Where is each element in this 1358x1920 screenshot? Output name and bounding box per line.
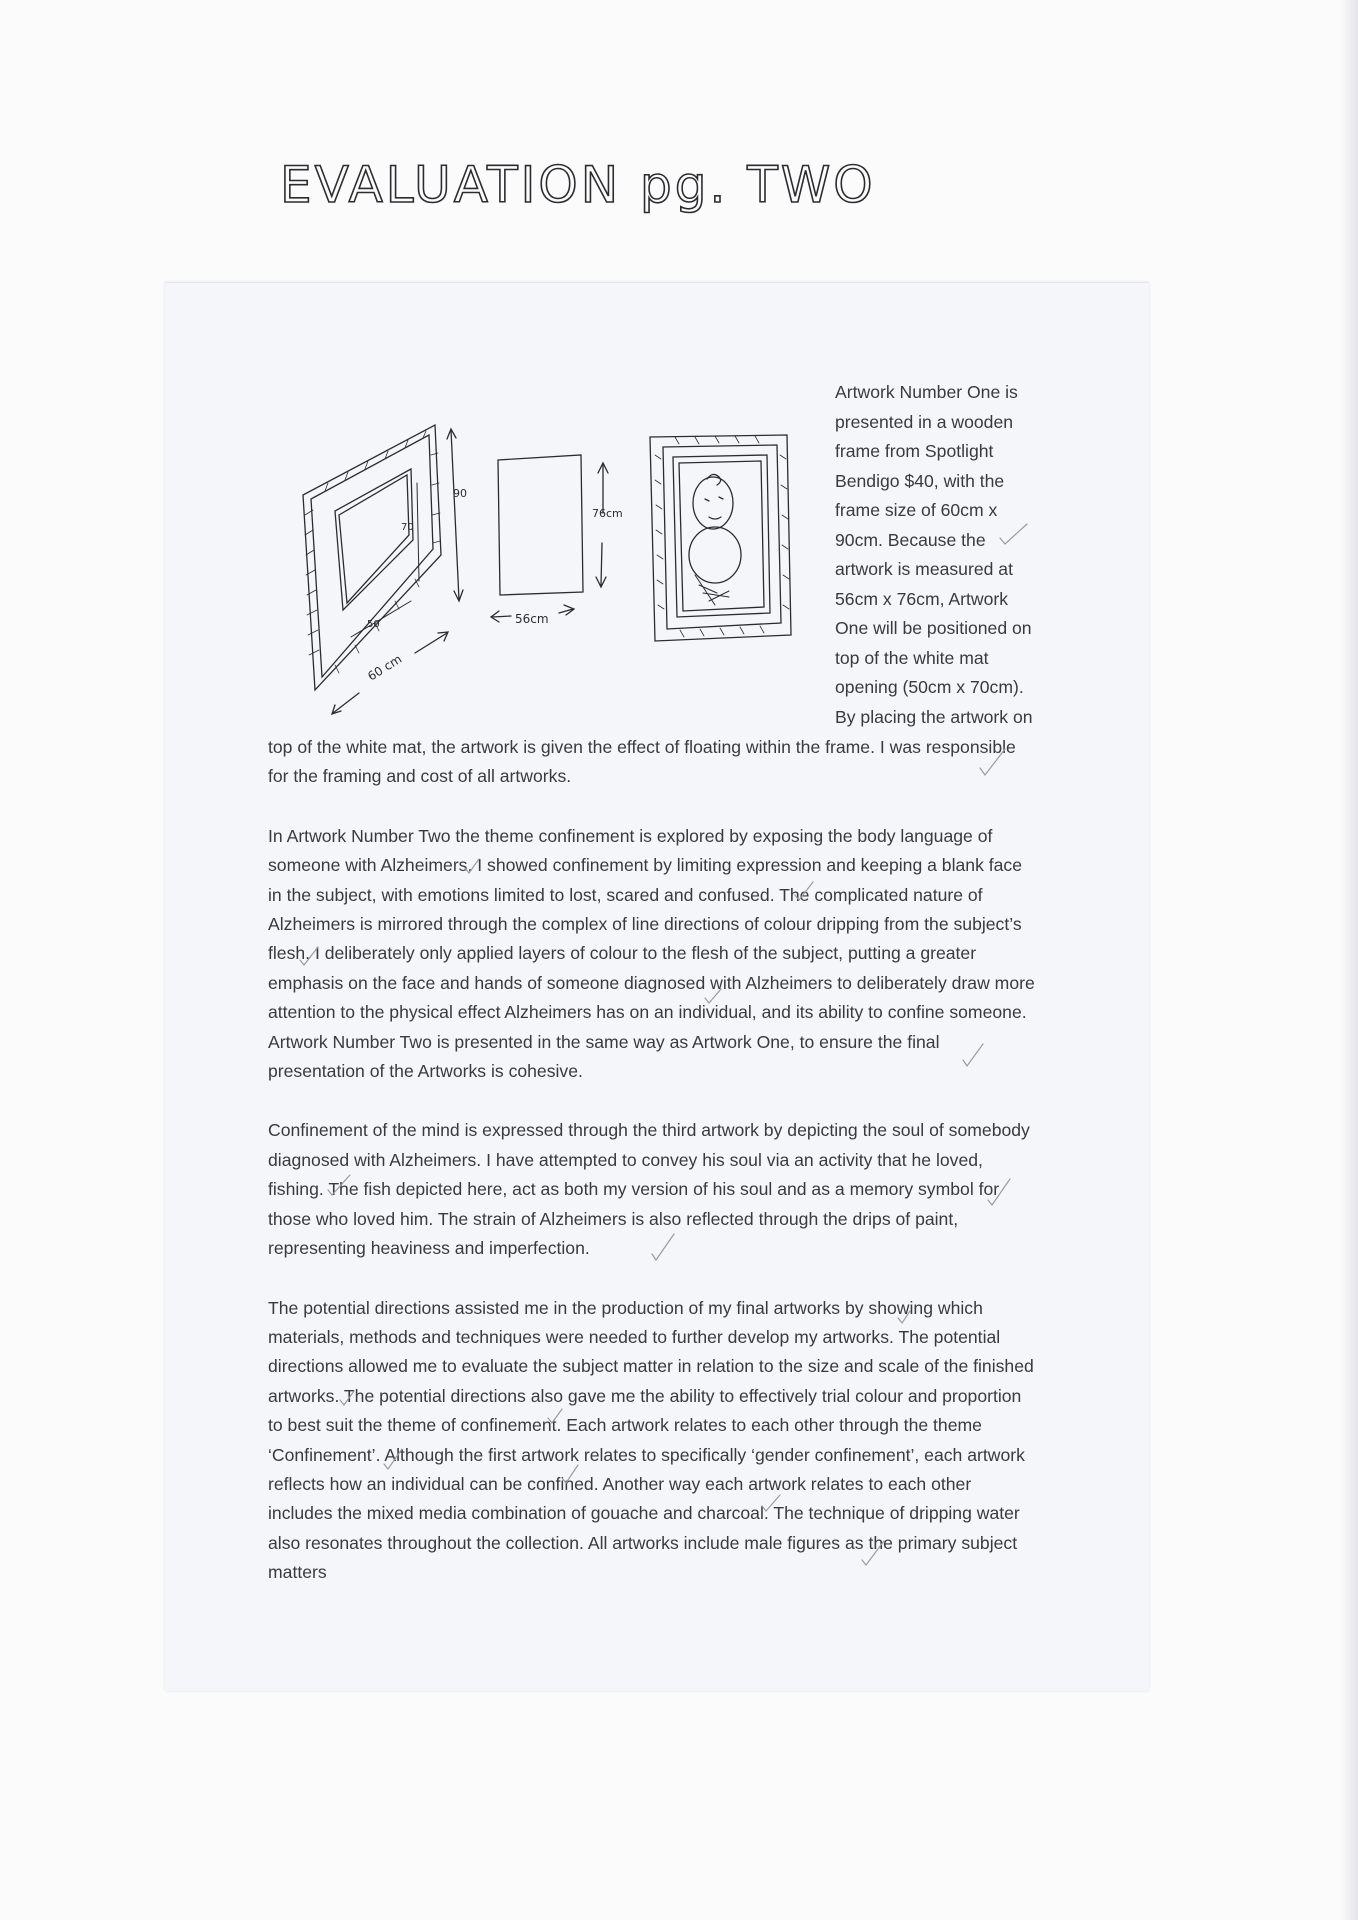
dim-art-height-label: 76cm — [592, 507, 623, 520]
body-text — [268, 733, 1088, 1618]
text-line: to best suit the theme of confinement. Each artwork relates to each other through the theme — [268, 1415, 982, 1436]
intro-line: By placing the artwork on — [835, 706, 1033, 727]
intro-line: presented in a wooden — [835, 411, 1014, 432]
heading-text: EVALUATION pg. TWO — [280, 156, 876, 214]
text-line: those who loved him. The strain of Alzheimers is also reflected through the drips of paint, — [268, 1208, 959, 1229]
text-line: includes the mixed media combination of gouache and charcoal. The technique of dripping water — [268, 1503, 1020, 1524]
dim-height-label: 90 — [453, 487, 467, 500]
text-line: diagnosed with Alzheimers. I have attempted to convey his soul via an activity that he loved, — [268, 1149, 983, 1170]
text-line: flesh. I deliberately only applied layers of colour to the flesh of the subject, putting a greater — [268, 943, 977, 964]
paragraph-artwork-three — [268, 1116, 1088, 1263]
intro-text-column — [835, 378, 1060, 732]
framing-sketch — [295, 425, 805, 725]
dim-inner-height-label: 70 — [401, 522, 414, 533]
text-line: in the subject, with emotions limited to lost, scared and confused. The complicated nature of — [268, 884, 983, 905]
dim-outer-width-label: 60 cm — [365, 651, 405, 684]
artwork-size-drawing — [491, 455, 623, 626]
text-line: matters — [268, 1562, 327, 1583]
intro-line: One will be positioned on — [835, 618, 1032, 638]
intro-line: 56cm x 76cm, Artwork — [835, 588, 1009, 609]
text-line: presentation of the Artworks is cohesive. — [268, 1061, 583, 1082]
text-line: Alzheimers is mirrored through the complex of line directions of colour dripping from the subject’s — [268, 914, 1022, 935]
text-line: attention to the physical effect Alzheimers has on an individual, and its ability to confine someone. — [268, 1002, 1027, 1023]
intro-line: opening (50cm x 70cm). — [835, 677, 1024, 697]
intro-line: frame size of 60cm x — [835, 500, 998, 520]
paragraph-potential-directions — [268, 1294, 1088, 1588]
intro-line: artwork is measured at — [835, 559, 1013, 579]
text-line: Artwork Number Two is presented in the same way as Artwork One, to ensure the final — [268, 1031, 940, 1052]
text-line: emphasis on the face and hands of someone diagnosed with Alzheimers to deliberately draw more — [268, 972, 1035, 993]
text-line: fishing. The fish depicted here, act as both my version of his soul and as a memory symbol for — [268, 1179, 1000, 1200]
intro-line: Artwork Number One is — [835, 382, 1018, 402]
text-line: ‘Confinement’. Although the first artwork relates to specifically ‘gender confinement’, each artwork — [268, 1444, 1025, 1465]
text-line: Confinement of the mind is expressed through the third artwork by depicting the soul of somebody — [268, 1120, 1030, 1141]
dim-inner-width-label: 50 — [367, 619, 380, 630]
scan-edge-shadow — [1340, 0, 1358, 1920]
handwritten-heading — [280, 140, 876, 230]
text-line: representing heaviness and imperfection. — [268, 1238, 590, 1259]
text-line: artworks. The potential directions also gave me the ability to effectively trial colour and proportion — [268, 1385, 1022, 1406]
text-line: for the framing and cost of all artworks. — [268, 766, 572, 787]
intro-line: 90cm. Because the — [835, 529, 986, 550]
text-line: The potential directions assisted me in the production of my final artworks by showing which — [268, 1297, 983, 1318]
paragraph-artwork-two — [268, 822, 1088, 1087]
paragraph-framing — [268, 733, 1088, 792]
text-line: top of the white mat, the artwork is given the effect of floating within the frame. I was responsible — [268, 737, 1016, 757]
intro-line: top of the white mat — [835, 647, 989, 668]
framed-artwork-drawing — [650, 435, 791, 641]
handwritten-heading-svg — [280, 140, 876, 230]
text-line: directions allowed me to evaluate the subject matter in relation to the size and scale of the finished — [268, 1356, 1034, 1377]
text-line: reflects how an individual can be confined. Another way each artwork relates to each other — [268, 1473, 972, 1494]
text-line: also resonates throughout the collection. All artworks include male figures as the primary subject — [268, 1532, 1018, 1553]
text-line: In Artwork Number Two the theme confinement is explored by exposing the body language of — [268, 825, 993, 846]
dim-art-width-label: 56cm — [515, 612, 549, 626]
intro-line: frame from Spotlight — [835, 441, 994, 461]
intro-line: Bendigo $40, with the — [835, 470, 1005, 491]
perspective-frame-drawing — [303, 425, 467, 714]
text-line: someone with Alzheimers. I showed confinement by limiting expression and keeping a blank face — [268, 855, 1023, 876]
text-line: materials, methods and techniques were needed to further develop my artworks. The potential — [268, 1326, 1001, 1347]
